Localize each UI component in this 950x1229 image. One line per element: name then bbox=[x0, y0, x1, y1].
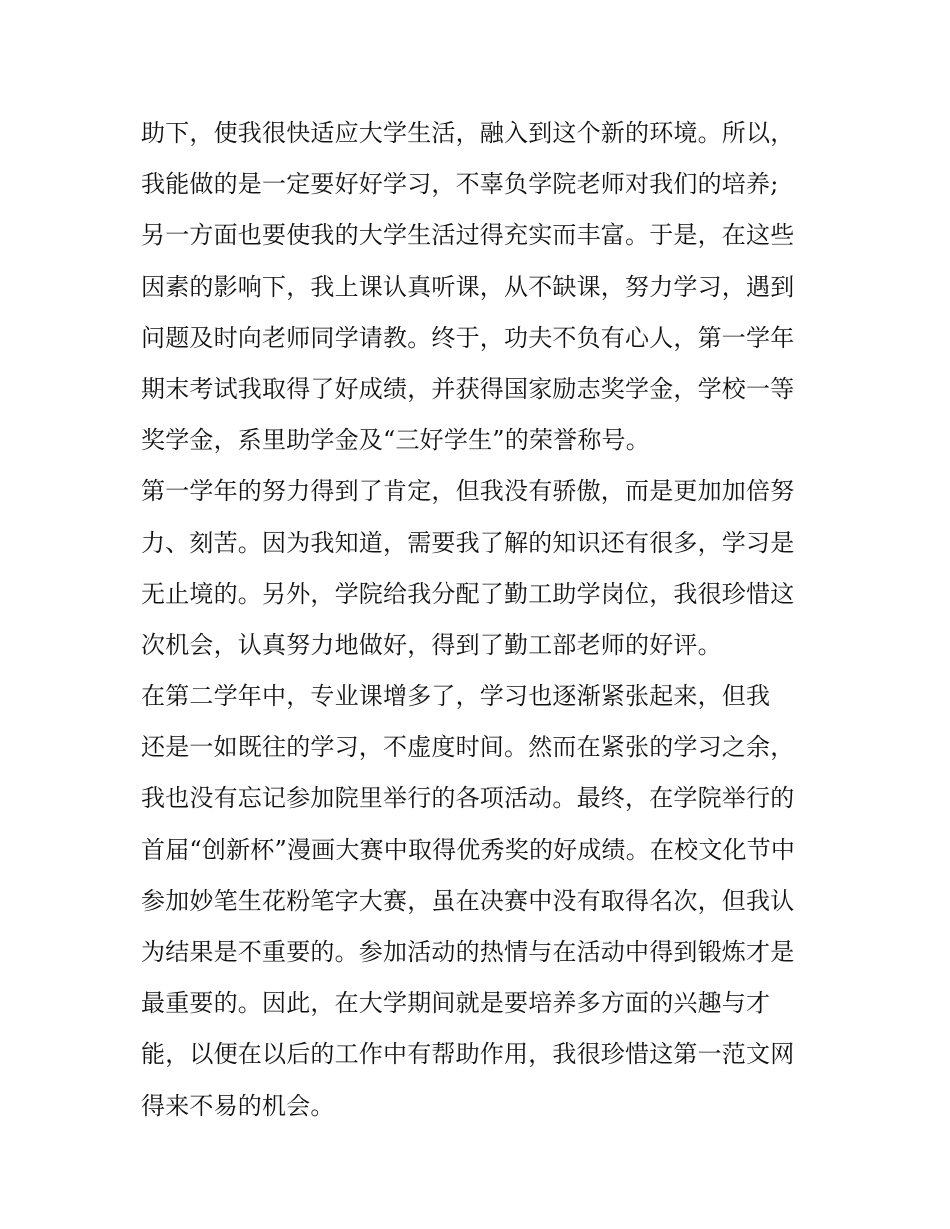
text-line: 能，以便在以后的工作中有帮助作用，我很珍惜这第一范文网 bbox=[141, 1040, 795, 1069]
text-line: 还是一如既往的学习，不虚度时间。然而在紧张的学习之余， bbox=[141, 733, 795, 762]
body-text bbox=[141, 108, 821, 1132]
text-line: 为结果是不重要的。参加活动的热情与在活动中得到锻炼才是 bbox=[141, 938, 795, 966]
text-line: 最重要的。因此，在大学期间就是要培养多方面的兴趣与才 bbox=[141, 989, 771, 1018]
text-line: 第一学年的努力得到了肯定，但我没有骄傲，而是更加加倍努 bbox=[141, 477, 795, 506]
text-line: 我也没有忘记参加院里举行的各项活动。最终，在学院举行的 bbox=[141, 784, 795, 813]
text-line: 无止境的。另外，学院给我分配了勤工助学岗位，我很珍惜这 bbox=[141, 579, 795, 608]
text-line: 助下，使我很快适应大学生活，融入到这个新的环境。所以， bbox=[141, 119, 795, 147]
text-line: 我能做的是一定要好好学习，不辜负学院老师对我们的培养; bbox=[141, 170, 779, 199]
text-line: 另一方面也要使我的大学生活过得充实而丰富。于是，在这些 bbox=[141, 221, 795, 250]
text-line: 在第二学年中，专业课增多了，学习也逐渐紧张起来，但我 bbox=[141, 682, 771, 711]
text-line: 期末考试我取得了好成绩，并获得国家励志奖学金，学校一等 bbox=[141, 374, 795, 403]
text-line: 奖学金，系里助学金及“三好学生”的荣誉称号。 bbox=[141, 426, 650, 455]
text-line: 因素的影响下，我上课认真听课，从不缺课，努力学习，遇到 bbox=[141, 272, 795, 301]
text-line: 得来不易的机会。 bbox=[141, 1091, 335, 1120]
text-line: 参加妙笔生花粉笔字大赛，虽在决赛中没有取得名次，但我认 bbox=[141, 886, 795, 915]
text-line: 首届“创新杯”漫画大赛中取得优秀奖的好成绩。在校文化节中 bbox=[141, 835, 796, 864]
text-line: 次机会，认真努力地做好，得到了勤工部老师的好评。 bbox=[141, 630, 722, 659]
text-line: 力、刻苦。因为我知道，需要我了解的知识还有很多，学习是 bbox=[141, 528, 795, 557]
text-line: 问题及时向老师同学请教。终于，功夫不负有心人，第一学年 bbox=[141, 323, 795, 352]
